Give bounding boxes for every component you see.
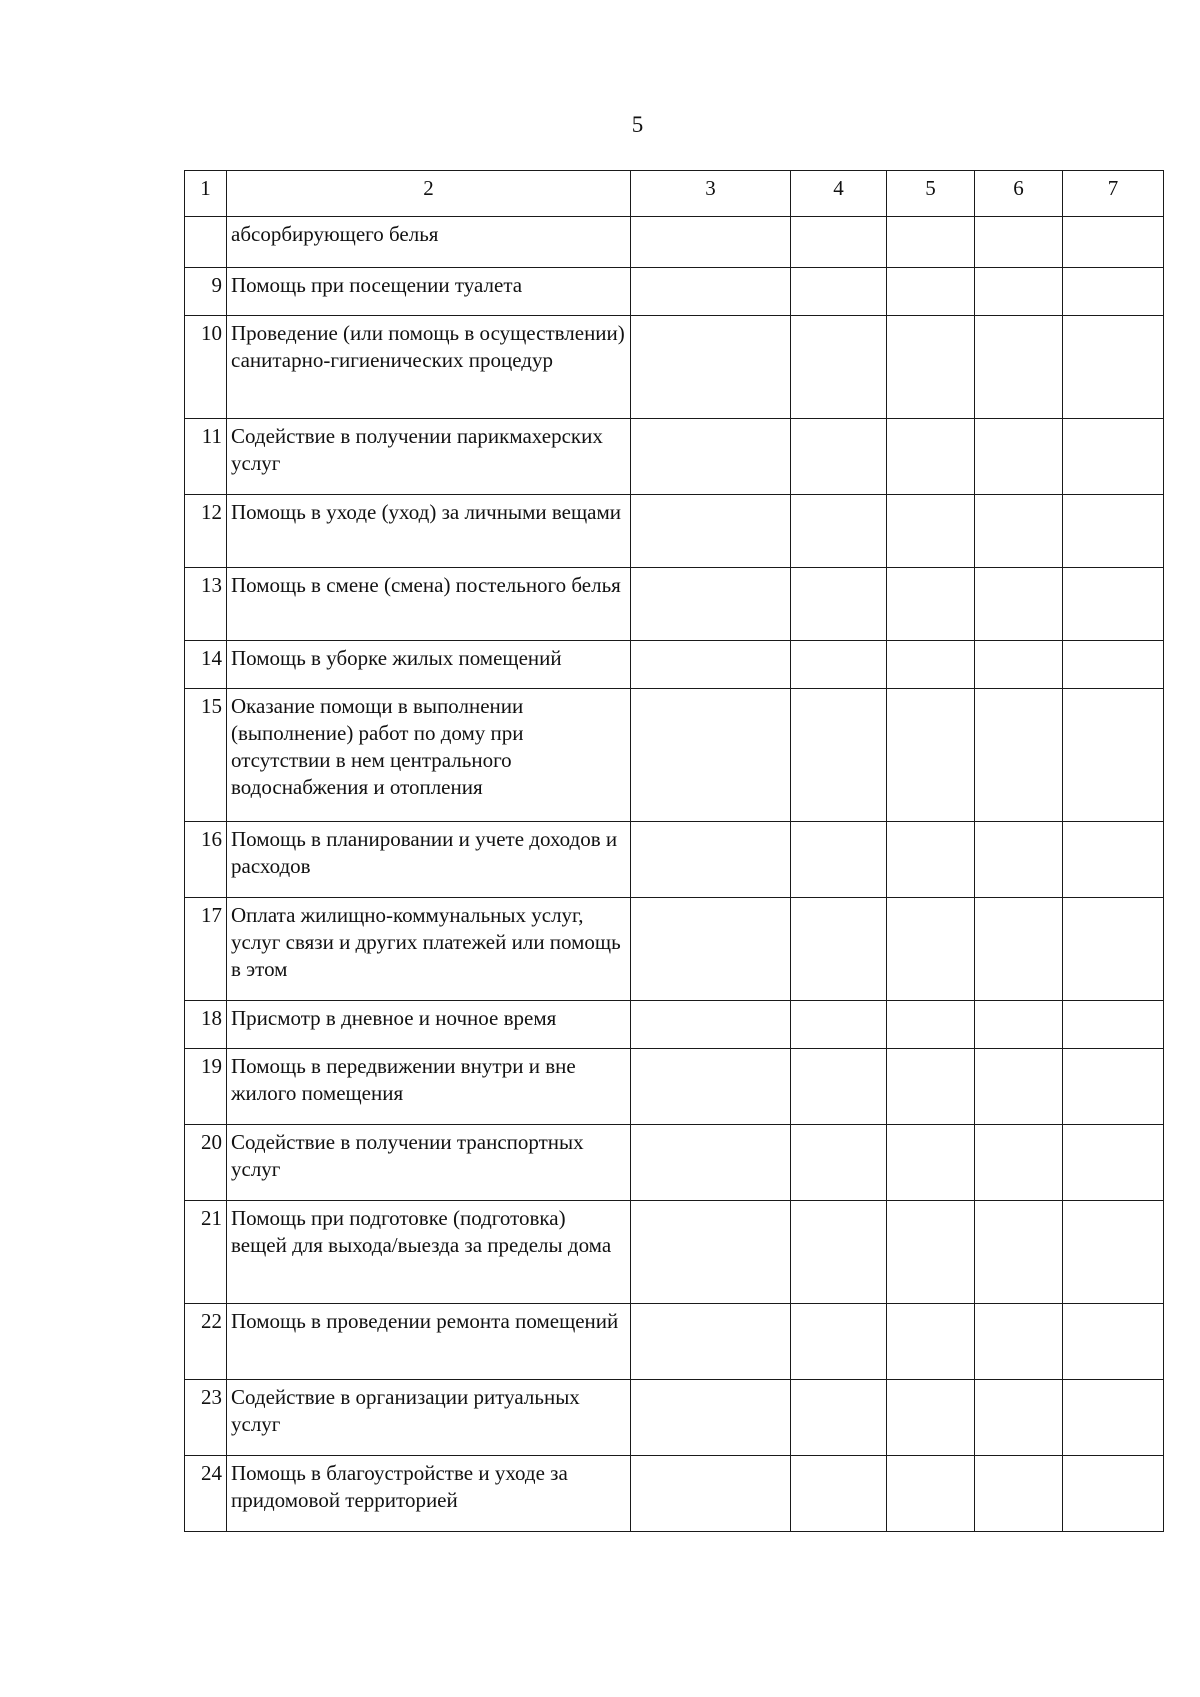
empty-cell-col-5 (887, 268, 975, 316)
row-number-cell: 16 (185, 822, 227, 898)
empty-cell-col-4 (791, 568, 887, 641)
service-description-cell: Помощь в уборке жилых помещений (227, 641, 631, 689)
table-row (185, 898, 1164, 1001)
empty-cell-col-6 (975, 1304, 1063, 1380)
empty-cell-col-6 (975, 419, 1063, 495)
empty-cell-col-5 (887, 822, 975, 898)
table-row (185, 1125, 1164, 1201)
empty-cell-col-6 (975, 1456, 1063, 1532)
service-description-cell: Помощь в смене (смена) постельного белья (227, 568, 631, 641)
empty-cell-col-4 (791, 316, 887, 419)
table-row (185, 1049, 1164, 1125)
empty-cell-col-7 (1063, 419, 1164, 495)
empty-cell-col-3 (631, 822, 791, 898)
service-description-cell: Содействие в получении транспортных услуг (227, 1125, 631, 1201)
service-description-cell: Помощь в уходе (уход) за личными вещами (227, 495, 631, 568)
empty-cell-col-4 (791, 1304, 887, 1380)
column-header: 6 (975, 171, 1063, 217)
row-number-cell: 13 (185, 568, 227, 641)
table-row (185, 419, 1164, 495)
row-number-cell: 22 (185, 1304, 227, 1380)
empty-cell-col-7 (1063, 898, 1164, 1001)
empty-cell-col-4 (791, 1001, 887, 1049)
empty-cell-col-3 (631, 1125, 791, 1201)
empty-cell-col-6 (975, 568, 1063, 641)
empty-cell-col-7 (1063, 822, 1164, 898)
empty-cell-col-3 (631, 1380, 791, 1456)
row-number-cell (185, 217, 227, 268)
empty-cell-col-7 (1063, 217, 1164, 268)
column-header: 1 (185, 171, 227, 217)
empty-cell-col-6 (975, 217, 1063, 268)
empty-cell-col-7 (1063, 316, 1164, 419)
empty-cell-col-3 (631, 898, 791, 1001)
column-header: 4 (791, 171, 887, 217)
empty-cell-col-6 (975, 822, 1063, 898)
empty-cell-col-3 (631, 1201, 791, 1304)
empty-cell-col-6 (975, 495, 1063, 568)
empty-cell-col-7 (1063, 1001, 1164, 1049)
empty-cell-col-5 (887, 316, 975, 419)
empty-cell-col-5 (887, 419, 975, 495)
row-number-cell: 10 (185, 316, 227, 419)
service-description-cell: Помощь в проведении ремонта помещений (227, 1304, 631, 1380)
table-row (185, 495, 1164, 568)
empty-cell-col-6 (975, 689, 1063, 822)
service-description-cell: Помощь при посещении туалета (227, 268, 631, 316)
empty-cell-col-3 (631, 689, 791, 822)
row-number-cell: 17 (185, 898, 227, 1001)
empty-cell-col-6 (975, 1380, 1063, 1456)
table-row (185, 1380, 1164, 1456)
empty-cell-col-6 (975, 898, 1063, 1001)
table-row (185, 641, 1164, 689)
empty-cell-col-5 (887, 217, 975, 268)
row-number-cell: 18 (185, 1001, 227, 1049)
table-row (185, 1001, 1164, 1049)
service-description-cell: Содействие в получении парикмахерских услуг (227, 419, 631, 495)
empty-cell-col-7 (1063, 1380, 1164, 1456)
column-header: 5 (887, 171, 975, 217)
empty-cell-col-6 (975, 1049, 1063, 1125)
empty-cell-col-4 (791, 217, 887, 268)
empty-cell-col-3 (631, 217, 791, 268)
service-description-cell: Помощь в благоустройстве и уходе за придомовой территорией (227, 1456, 631, 1532)
table-row (185, 217, 1164, 268)
empty-cell-col-6 (975, 1125, 1063, 1201)
empty-cell-col-4 (791, 822, 887, 898)
empty-cell-col-3 (631, 1304, 791, 1380)
empty-cell-col-5 (887, 1001, 975, 1049)
row-number-cell: 11 (185, 419, 227, 495)
empty-cell-col-6 (975, 268, 1063, 316)
table-row (185, 316, 1164, 419)
empty-cell-col-4 (791, 495, 887, 568)
table-row (185, 1456, 1164, 1532)
empty-cell-col-4 (791, 1380, 887, 1456)
empty-cell-col-4 (791, 641, 887, 689)
empty-cell-col-7 (1063, 1125, 1164, 1201)
row-number-cell: 19 (185, 1049, 227, 1125)
row-number-cell: 24 (185, 1456, 227, 1532)
empty-cell-col-7 (1063, 495, 1164, 568)
empty-cell-col-5 (887, 1201, 975, 1304)
empty-cell-col-4 (791, 419, 887, 495)
row-number-cell: 21 (185, 1201, 227, 1304)
empty-cell-col-4 (791, 1201, 887, 1304)
service-description-cell: Оказание помощи в выполнении (выполнение) работ по дому при отсутствии в нем центрального водоснабжения и отопления (227, 689, 631, 822)
empty-cell-col-5 (887, 898, 975, 1001)
empty-cell-col-5 (887, 568, 975, 641)
service-description-cell: абсорбирующего белья (227, 217, 631, 268)
empty-cell-col-3 (631, 641, 791, 689)
empty-cell-col-5 (887, 1125, 975, 1201)
service-description-cell: Присмотр в дневное и ночное время (227, 1001, 631, 1049)
empty-cell-col-5 (887, 689, 975, 822)
empty-cell-col-6 (975, 1201, 1063, 1304)
empty-cell-col-3 (631, 268, 791, 316)
empty-cell-col-3 (631, 568, 791, 641)
empty-cell-col-6 (975, 316, 1063, 419)
empty-cell-col-3 (631, 1001, 791, 1049)
empty-cell-col-3 (631, 495, 791, 568)
empty-cell-col-4 (791, 268, 887, 316)
empty-cell-col-3 (631, 1049, 791, 1125)
empty-cell-col-7 (1063, 1201, 1164, 1304)
page-number: 5 (631, 112, 644, 137)
column-header: 2 (227, 171, 631, 217)
row-number-cell: 15 (185, 689, 227, 822)
empty-cell-col-5 (887, 1049, 975, 1125)
row-number-cell: 12 (185, 495, 227, 568)
empty-cell-col-7 (1063, 1456, 1164, 1532)
empty-cell-col-7 (1063, 689, 1164, 822)
empty-cell-col-6 (975, 1001, 1063, 1049)
empty-cell-col-7 (1063, 568, 1164, 641)
table-row (185, 568, 1164, 641)
table-row (185, 822, 1164, 898)
service-description-cell: Оплата жилищно-коммунальных услуг, услуг связи и других платежей или помощь в этом (227, 898, 631, 1001)
empty-cell-col-6 (975, 641, 1063, 689)
empty-cell-col-3 (631, 1456, 791, 1532)
row-number-cell: 23 (185, 1380, 227, 1456)
empty-cell-col-3 (631, 316, 791, 419)
empty-cell-col-5 (887, 1380, 975, 1456)
empty-cell-col-4 (791, 898, 887, 1001)
column-header: 7 (1063, 171, 1164, 217)
column-header: 3 (631, 171, 791, 217)
empty-cell-col-5 (887, 495, 975, 568)
table-header-row (185, 171, 1164, 217)
services-table (184, 170, 1164, 1532)
table-row (185, 1201, 1164, 1304)
service-description-cell: Помощь при подготовке (подготовка) вещей для выхода/выезда за пределы дома (227, 1201, 631, 1304)
empty-cell-col-7 (1063, 1304, 1164, 1380)
empty-cell-col-4 (791, 1125, 887, 1201)
table-row (185, 689, 1164, 822)
empty-cell-col-7 (1063, 1049, 1164, 1125)
empty-cell-col-3 (631, 419, 791, 495)
empty-cell-col-4 (791, 1049, 887, 1125)
row-number-cell: 14 (185, 641, 227, 689)
empty-cell-col-5 (887, 641, 975, 689)
table-row (185, 268, 1164, 316)
empty-cell-col-7 (1063, 641, 1164, 689)
table-row (185, 1304, 1164, 1380)
empty-cell-col-4 (791, 1456, 887, 1532)
row-number-cell: 20 (185, 1125, 227, 1201)
service-description-cell: Содействие в организации ритуальных услуг (227, 1380, 631, 1456)
service-description-cell: Проведение (или помощь в осуществлении) санитарно-гигиенических процедур (227, 316, 631, 419)
service-description-cell: Помощь в передвижении внутри и вне жилого помещения (227, 1049, 631, 1125)
empty-cell-col-7 (1063, 268, 1164, 316)
empty-cell-col-5 (887, 1456, 975, 1532)
empty-cell-col-4 (791, 689, 887, 822)
empty-cell-col-5 (887, 1304, 975, 1380)
row-number-cell: 9 (185, 268, 227, 316)
service-description-cell: Помощь в планировании и учете доходов и расходов (227, 822, 631, 898)
